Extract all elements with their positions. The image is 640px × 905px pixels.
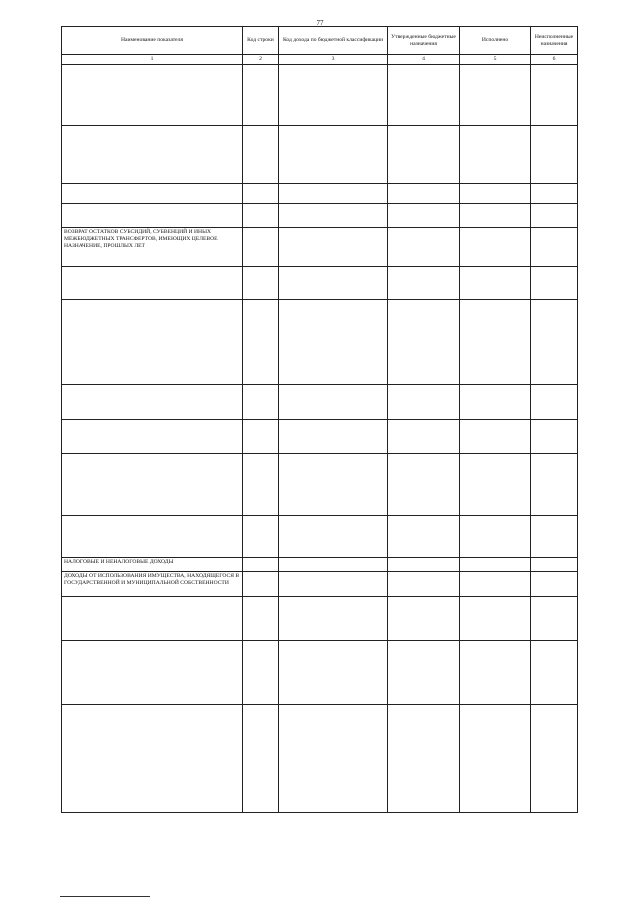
row-approved-amount	[388, 299, 460, 384]
row-unexecuted-amount	[531, 299, 578, 384]
row-income-code	[279, 571, 388, 596]
row-unexecuted-amount	[531, 384, 578, 419]
header-income-code: Код дохода по бюджетной классификации	[279, 27, 388, 55]
row-unexecuted-amount	[531, 640, 578, 704]
row-executed-amount	[460, 64, 531, 125]
row-unexecuted-amount	[531, 557, 578, 571]
row-unexecuted-amount	[531, 419, 578, 453]
row-unexecuted-amount	[531, 515, 578, 557]
row-income-code	[279, 384, 388, 419]
row-line-code	[243, 515, 279, 557]
row-approved-amount	[388, 64, 460, 125]
row-approved-amount	[388, 515, 460, 557]
row-indicator-name	[62, 419, 243, 453]
table-row	[62, 453, 578, 515]
row-executed-amount	[460, 453, 531, 515]
row-line-code	[243, 266, 279, 299]
table-row	[62, 596, 578, 640]
column-number: 1	[62, 55, 243, 65]
row-approved-amount	[388, 640, 460, 704]
row-indicator-name	[62, 183, 243, 203]
table-row	[62, 384, 578, 419]
row-approved-amount	[388, 704, 460, 812]
row-executed-amount	[460, 596, 531, 640]
row-executed-amount	[460, 183, 531, 203]
row-income-code	[279, 299, 388, 384]
table-row	[62, 299, 578, 384]
row-approved-amount	[388, 125, 460, 183]
row-executed-amount	[460, 203, 531, 227]
row-executed-amount	[460, 557, 531, 571]
header-executed: Исполнено	[460, 27, 531, 55]
row-income-code	[279, 64, 388, 125]
row-line-code	[243, 227, 279, 266]
row-income-code	[279, 227, 388, 266]
row-indicator-name	[62, 453, 243, 515]
row-executed-amount	[460, 299, 531, 384]
row-indicator-name: ДОХОДЫ ОТ ИСПОЛЬЗОВАНИЯ ИМУЩЕСТВА, НАХОДЯЩЕГОСЯ В ГОСУДАРСТВЕННОЙ И МУНИЦИПАЛЬНОЙ СОБСТВЕННОСТИ	[62, 571, 243, 596]
row-line-code	[243, 557, 279, 571]
header-indicator-name: Наименование показателя	[62, 27, 243, 55]
table-row	[62, 557, 578, 571]
row-approved-amount	[388, 266, 460, 299]
row-indicator-name: НАЛОГОВЫЕ И НЕНАЛОГОВЫЕ ДОХОДЫ	[62, 557, 243, 571]
table-body	[62, 64, 578, 812]
row-indicator-name	[62, 640, 243, 704]
table-row	[62, 227, 578, 266]
row-indicator-name	[62, 64, 243, 125]
row-indicator-name	[62, 384, 243, 419]
row-indicator-name	[62, 596, 243, 640]
row-line-code	[243, 183, 279, 203]
table-row	[62, 515, 578, 557]
row-executed-amount	[460, 640, 531, 704]
row-unexecuted-amount	[531, 704, 578, 812]
table-header-row	[62, 27, 578, 55]
row-unexecuted-amount	[531, 183, 578, 203]
row-income-code	[279, 203, 388, 227]
row-line-code	[243, 419, 279, 453]
table-row	[62, 266, 578, 299]
budget-execution-table	[61, 26, 578, 813]
row-income-code	[279, 557, 388, 571]
row-indicator-name	[62, 203, 243, 227]
row-indicator-name	[62, 125, 243, 183]
row-indicator-name	[62, 515, 243, 557]
row-indicator-name: ВОЗВРАТ ОСТАТКОВ СУБСИДИЙ, СУБВЕНЦИЙ И ИНЫХ МЕЖБЮДЖЕТНЫХ ТРАНСФЕРТОВ, ИМЕЮЩИХ ЦЕЛЕВОЕ НАЗНАЧЕНИЕ, ПРОШЛЫХ ЛЕТ	[62, 227, 243, 266]
page-number: 77	[316, 19, 324, 27]
row-line-code	[243, 640, 279, 704]
row-line-code	[243, 299, 279, 384]
column-number: 6	[531, 55, 578, 65]
row-line-code	[243, 704, 279, 812]
row-line-code	[243, 125, 279, 183]
table-row	[62, 419, 578, 453]
column-number: 3	[279, 55, 388, 65]
row-executed-amount	[460, 227, 531, 266]
table-row	[62, 183, 578, 203]
header-approved: Утвержденные бюджетные назначения	[388, 27, 460, 55]
row-approved-amount	[388, 557, 460, 571]
row-unexecuted-amount	[531, 203, 578, 227]
row-unexecuted-amount	[531, 571, 578, 596]
row-indicator-name	[62, 299, 243, 384]
row-executed-amount	[460, 704, 531, 812]
row-income-code	[279, 640, 388, 704]
row-indicator-name	[62, 266, 243, 299]
row-line-code	[243, 596, 279, 640]
row-line-code	[243, 453, 279, 515]
table-row	[62, 704, 578, 812]
row-income-code	[279, 266, 388, 299]
column-number: 4	[388, 55, 460, 65]
table-row	[62, 125, 578, 183]
row-approved-amount	[388, 384, 460, 419]
row-income-code	[279, 596, 388, 640]
row-executed-amount	[460, 571, 531, 596]
row-unexecuted-amount	[531, 125, 578, 183]
row-unexecuted-amount	[531, 453, 578, 515]
row-income-code	[279, 125, 388, 183]
row-approved-amount	[388, 453, 460, 515]
row-line-code	[243, 384, 279, 419]
row-income-code	[279, 515, 388, 557]
row-executed-amount	[460, 384, 531, 419]
column-number-row	[62, 55, 578, 65]
row-unexecuted-amount	[531, 596, 578, 640]
row-approved-amount	[388, 596, 460, 640]
row-executed-amount	[460, 266, 531, 299]
row-income-code	[279, 419, 388, 453]
row-line-code	[243, 203, 279, 227]
row-income-code	[279, 453, 388, 515]
row-executed-amount	[460, 419, 531, 453]
column-number: 2	[243, 55, 279, 65]
row-approved-amount	[388, 203, 460, 227]
header-unexecuted: Неисполненные назначения	[531, 27, 578, 55]
row-approved-amount	[388, 227, 460, 266]
row-indicator-name	[62, 704, 243, 812]
row-line-code	[243, 571, 279, 596]
table-row	[62, 64, 578, 125]
row-approved-amount	[388, 571, 460, 596]
table-row	[62, 203, 578, 227]
row-approved-amount	[388, 419, 460, 453]
table-row	[62, 571, 578, 596]
header-line-code: Код строки	[243, 27, 279, 55]
row-unexecuted-amount	[531, 64, 578, 125]
column-number: 5	[460, 55, 531, 65]
row-line-code	[243, 64, 279, 125]
row-unexecuted-amount	[531, 227, 578, 266]
row-income-code	[279, 183, 388, 203]
table-row	[62, 640, 578, 704]
row-unexecuted-amount	[531, 266, 578, 299]
row-executed-amount	[460, 515, 531, 557]
row-approved-amount	[388, 183, 460, 203]
row-executed-amount	[460, 125, 531, 183]
row-income-code	[279, 704, 388, 812]
footer-divider	[60, 896, 150, 897]
